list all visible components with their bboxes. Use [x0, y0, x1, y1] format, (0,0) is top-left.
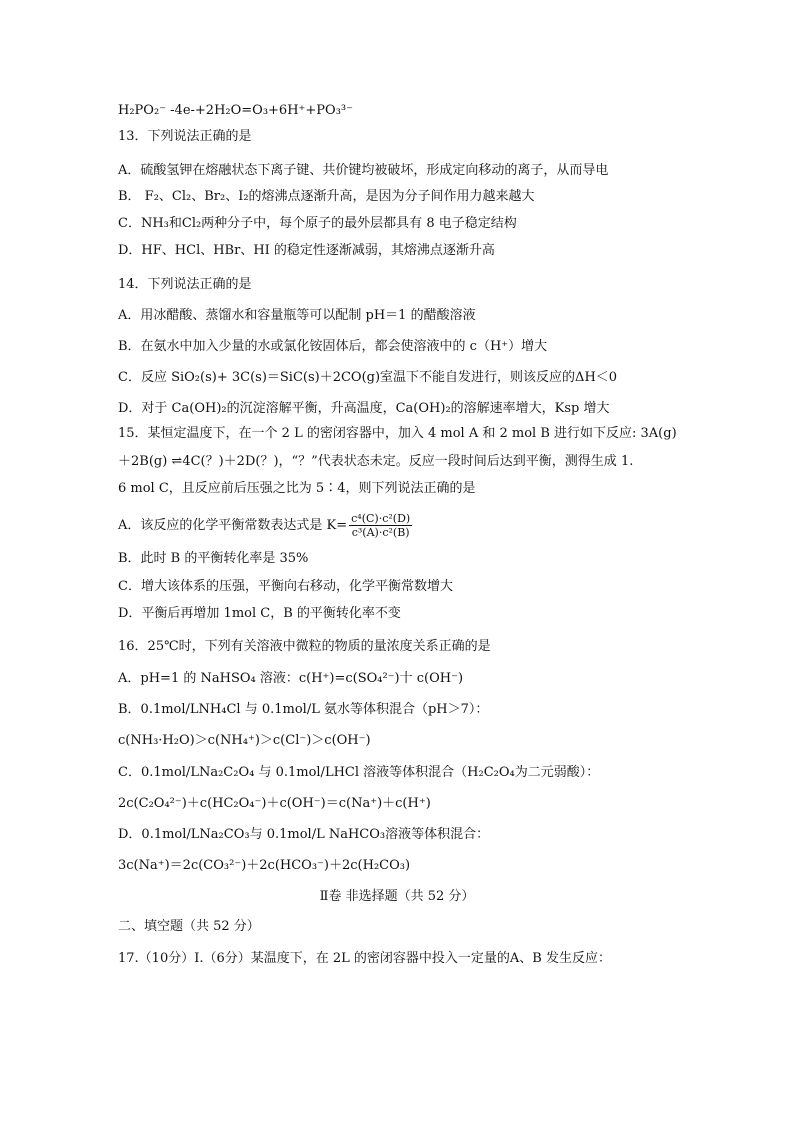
question-15-stem-line-2: ＋2B(g) ⇌4C(？)＋2D(？)，“？”代表状态未定。反应一段时间后达到平衡，测得生成 1.	[118, 454, 634, 469]
equilibrium-constant-fraction	[349, 512, 412, 539]
question-15-option-a-text: A．该反应的化学平衡常数表达式是 K=	[118, 518, 348, 533]
question-16-option-b-formula: c(NH₃·H₂O)＞c(NH₄⁺)＞c(Cl⁻)＞c(OH⁻)	[118, 733, 371, 748]
question-13-option-d: D．HF、HCl、HBr、HI 的稳定性逐渐减弱，其熔沸点逐渐升高	[118, 243, 495, 258]
question-16-option-d-formula: 3c(Na⁺)＝2c(CO₃²⁻)＋2c(HCO₃⁻)＋2c(H₂CO₃)	[118, 858, 411, 873]
question-14-option-d: D．对于 Ca(OH)₂的沉淀溶解平衡，升高温度，Ca(OH)₂的溶解速率增大，Ksp 增大	[118, 401, 610, 416]
question-15-option-d: D．平衡后再增加 1mol C，B 的平衡转化率不变	[118, 606, 401, 621]
fraction-denominator: c³(A)·c²(B)	[351, 526, 410, 539]
question-16-option-a: A．pH=1 的 NaHSO₄ 溶液：c(H⁺)=c(SO₄²⁻)十 c(OH⁻)	[118, 671, 464, 686]
question-16-option-c: C．0.1mol/LNa₂C₂O₄ 与 0.1mol/LHCl 溶液等体积混合（H₂C₂O₄为二元弱酸）：	[118, 765, 600, 780]
equation-line: H₂PO₂⁻ -4e-+2H₂O=O₃+6H⁺+PO₃³⁻	[118, 103, 353, 118]
question-13-option-c: C．NH₃和Cl₂两种分子中，每个原子的最外层都具有 8 电子稳定结构	[118, 216, 517, 231]
question-16-stem: 16．25℃时，下列有关溶液中微粒的物质的量浓度关系正确的是	[118, 639, 491, 654]
question-14-option-c: C．反应 SiO₂(s)+ 3C(s)＝SiC(s)＋2CO(g)室温下不能自发进行，则该反应的ΔH＜0	[118, 370, 618, 385]
question-17-stem: 17.（10分）Ⅰ.（6分）某温度下，在 2L 的密闭容器中投入一定量的A、B 发生反应：	[118, 951, 611, 966]
question-15-stem-line-1: 15．某恒定温度下，在一个 2 L 的密闭容器中，加入 4 mol A 和 2 mol B 进行如下反应: 3A(g)	[118, 426, 677, 441]
question-13-option-a: A．硫酸氢钾在熔融状态下离子键、共价键均被破坏，形成定向移动的离子，从而导电	[118, 163, 609, 178]
section-heading: Ⅱ卷 非选择题（共 52 分）	[319, 889, 475, 904]
question-16-option-d: D．0.1mol/LNa₂CO₃与 0.1mol/L NaHCO₃溶液等体积混合：	[118, 827, 490, 842]
fraction-numerator: c⁴(C)·c²(D)	[351, 512, 411, 525]
question-16-option-c-formula: 2c(C₂O₄²⁻)＋c(HC₂O₄⁻)＋c(OH⁻)＝c(Na⁺)＋c(H⁺)	[118, 796, 431, 811]
section-subheading: 二、填空题（共 52 分）	[118, 919, 260, 934]
question-14-option-b: B．在氨水中加入少量的水或氯化铵固体后，都会使溶液中的 c（H⁺）增大	[118, 339, 548, 354]
question-15-option-a	[118, 512, 412, 539]
question-14-option-a: A．用冰醋酸、蒸馏水和容量瓶等可以配制 pH＝1 的醋酸溶液	[118, 308, 476, 323]
question-13-option-b: B． F₂、Cl₂、Br₂、I₂的熔沸点逐渐升高，是因为分子间作用力越来越大	[118, 189, 535, 204]
question-13-stem: 13．下列说法正确的是	[118, 129, 252, 144]
question-15-stem-line-3: 6 mol C，且反应前后压强之比为 5∶4，则下列说法正确的是	[118, 481, 476, 496]
question-15-option-c: C．增大该体系的压强，平衡向右移动，化学平衡常数增大	[118, 579, 453, 594]
question-16-option-b: B．0.1mol/LNH₄Cl 与 0.1mol/L 氨水等体积混合（pH＞7）：	[118, 702, 489, 717]
question-14-stem: 14．下列说法正确的是	[118, 277, 252, 292]
question-15-option-b: B．此时 B 的平衡转化率是 35%	[118, 551, 309, 566]
